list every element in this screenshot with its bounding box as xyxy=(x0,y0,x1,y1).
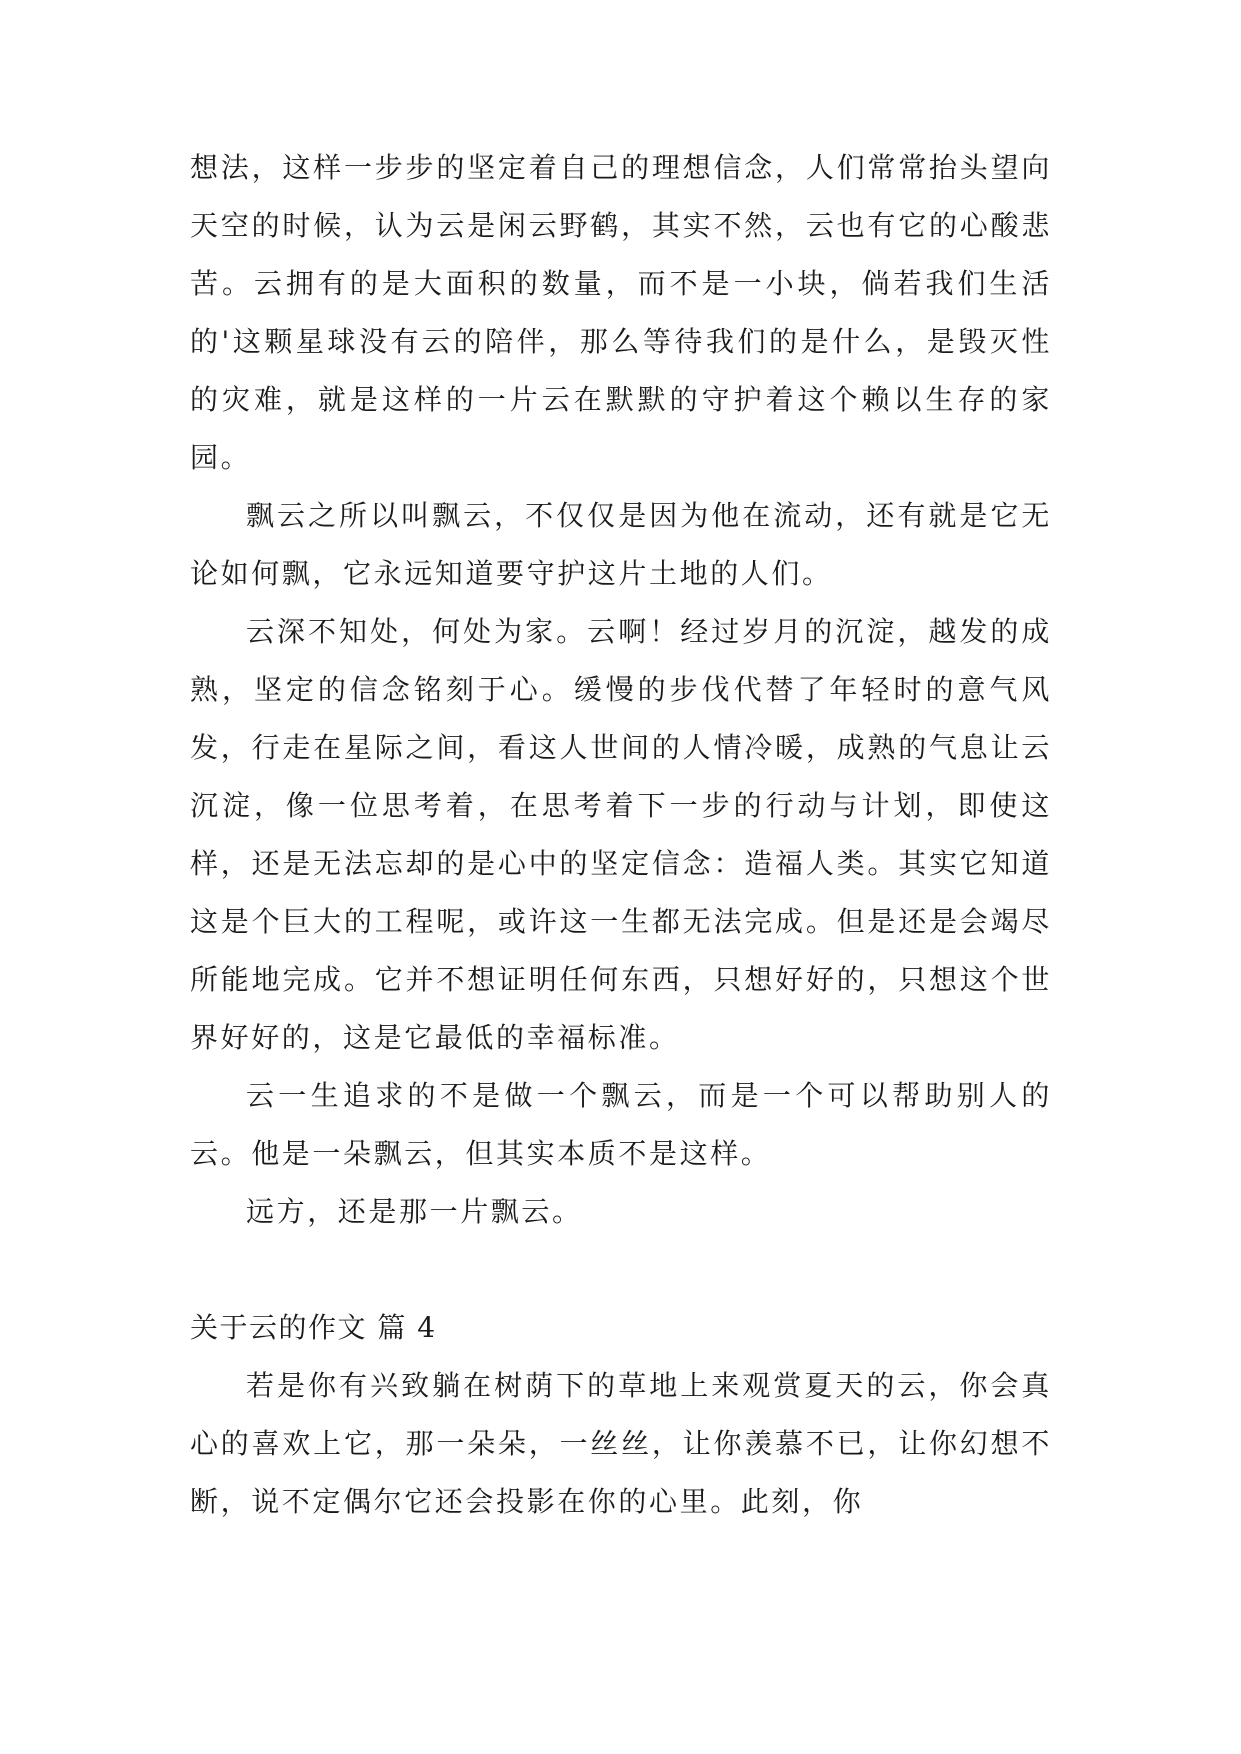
document-body xyxy=(190,139,1052,1531)
paragraph: 云深不知处，何处为家。云啊！经过岁月的沉淀，越发的成熟，坚定的信念铭刻于心。缓慢的步伐代替了年轻时的意气风发，行走在星际之间，看这人世间的人情冷暖，成熟的气息让云沉淀，像一位思考着，在思考着下一步的行动与计划，即使这样，还是无法忘却的是心中的坚定信念：造福人类。其实它知道这是个巨大的工程呢，或许这一生都无法完成。但是还是会竭尽所能地完成。它并不想证明任何东西，只想好好的，只想这个世界好好的，这是它最低的幸福标准。 xyxy=(190,615,1052,1054)
paragraph: 远方，还是那一片飘云。 xyxy=(246,1195,583,1228)
section-heading: 关于云的作文 篇 4 xyxy=(190,1311,437,1344)
paragraph: 若是你有兴致躺在树荫下的草地上来观赏夏天的云，你会真心的喜欢上它，那一朵朵，一丝丝，让你羡慕不已，让你幻想不断，说不定偶尔它还会投影在你的心里。此刻，你 xyxy=(190,1369,1052,1518)
paragraph: 飘云之所以叫飘云，不仅仅是因为他在流动，还有就是它无论如何飘，它永远知道要守护这片土地的人们。 xyxy=(190,499,1052,590)
paragraph-continuation: 想法，这样一步步的坚定着自己的理想信念，人们常常抬头望向天空的时候，认为云是闲云野鹤，其实不然，云也有它的心酸悲苦。云拥有的是大面积的数量，而不是一小块，倘若我们生活的'这颗星球没有云的陪伴，那么等待我们的是什么，是毁灭性的灾难，就是这样的一片云在默默的守护着这个赖以生存的家园。 xyxy=(190,151,1052,474)
paragraph: 云一生追求的不是做一个飘云，而是一个可以帮助别人的云。他是一朵飘云，但其实本质不是这样。 xyxy=(190,1079,1052,1170)
